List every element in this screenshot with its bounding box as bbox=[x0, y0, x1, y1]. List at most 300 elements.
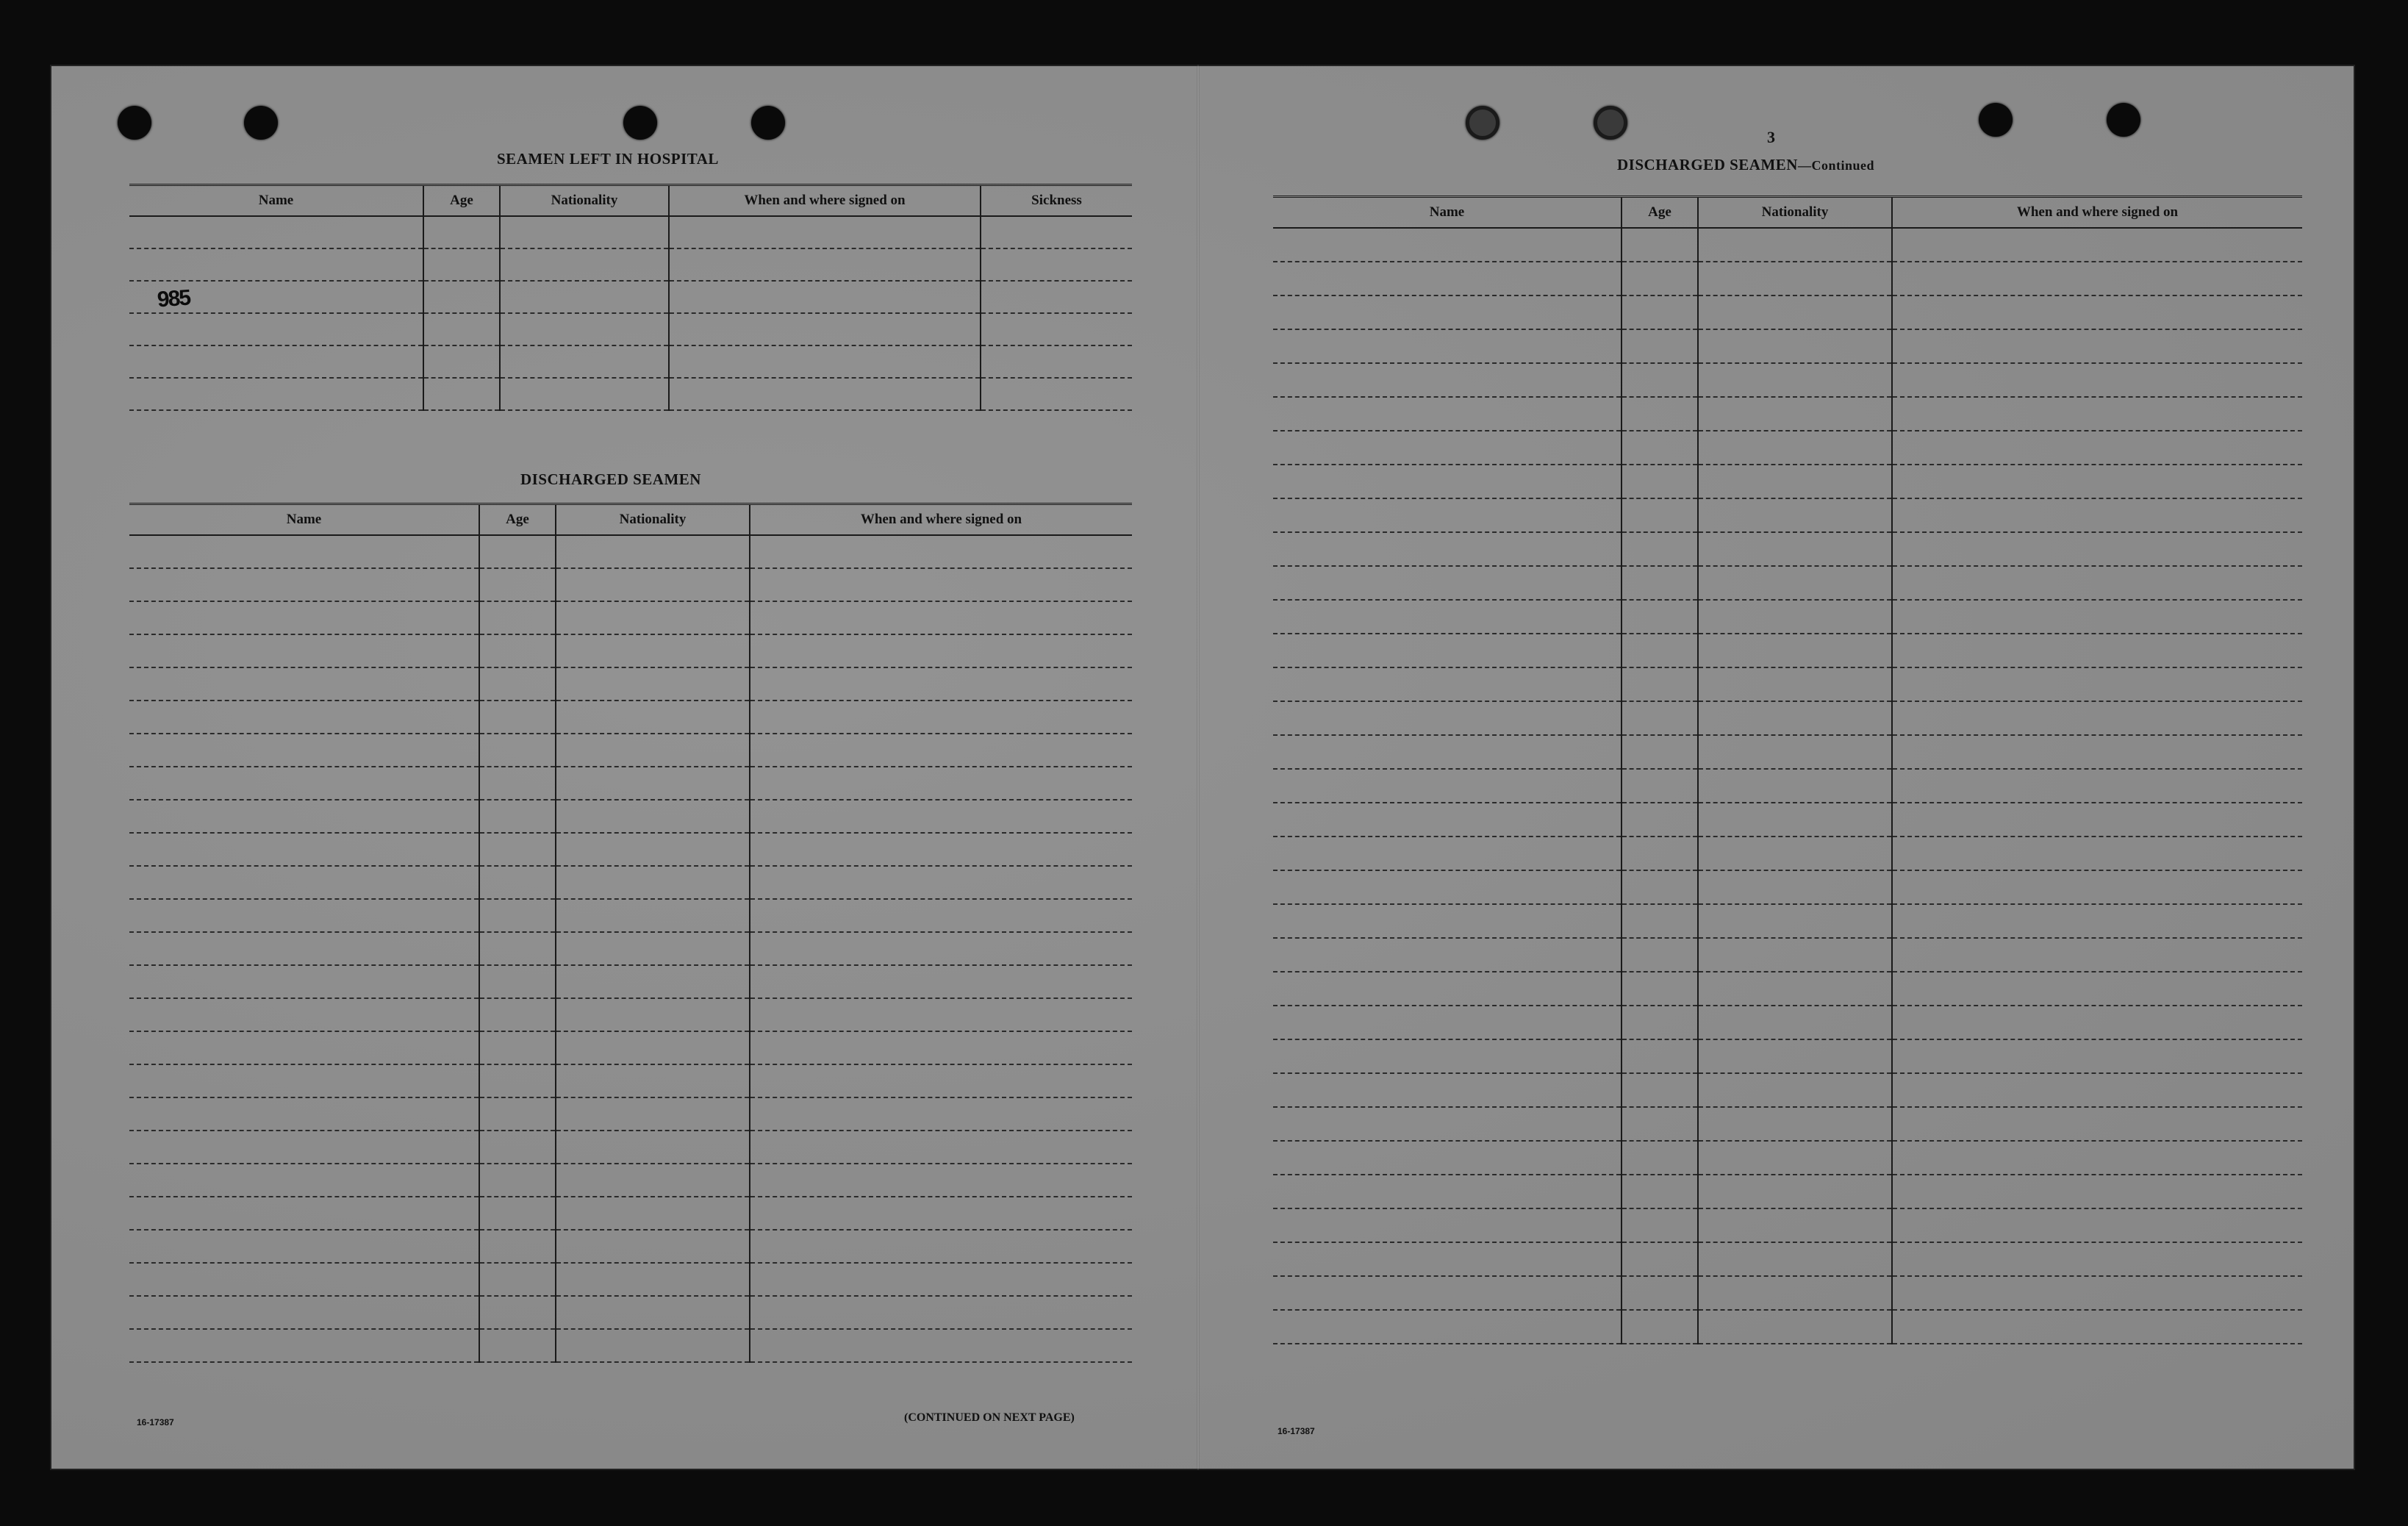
table-cell bbox=[1698, 566, 1892, 600]
table-cell bbox=[1622, 870, 1698, 904]
table-cell bbox=[556, 1197, 750, 1230]
section-title-main: DISCHARGED SEAMEN bbox=[1617, 156, 1798, 173]
table-cell bbox=[556, 1263, 750, 1296]
hospital-section-title: SEAMEN LEFT IN HOSPITAL bbox=[497, 150, 719, 168]
table-cell bbox=[1273, 431, 1622, 465]
table-cell bbox=[556, 535, 750, 568]
table-cell bbox=[1273, 1242, 1622, 1276]
table-cell bbox=[1273, 465, 1622, 498]
table-cell bbox=[1622, 769, 1698, 803]
table-cell bbox=[1698, 397, 1892, 431]
punch-hole bbox=[1594, 106, 1627, 140]
table-row bbox=[1273, 397, 2302, 431]
table-row bbox=[1273, 904, 2302, 938]
page-number: 3 bbox=[1767, 128, 1775, 146]
table-row bbox=[1273, 938, 2302, 972]
table-row bbox=[1273, 667, 2302, 701]
table-row bbox=[1273, 1175, 2302, 1208]
table-cell bbox=[1698, 465, 1892, 498]
table-cell bbox=[1622, 363, 1698, 397]
table-row bbox=[129, 899, 1132, 932]
table-cell bbox=[129, 216, 423, 248]
table-cell bbox=[1273, 532, 1622, 566]
table-cell bbox=[1622, 938, 1698, 972]
table-cell bbox=[1698, 769, 1892, 803]
table-row bbox=[1273, 600, 2302, 634]
table-cell bbox=[1892, 329, 2302, 363]
table-cell bbox=[1622, 566, 1698, 600]
table-cell bbox=[129, 833, 479, 866]
table-cell bbox=[750, 667, 1132, 701]
discharged-section-title: DISCHARGED SEAMEN bbox=[520, 470, 701, 488]
table-cell bbox=[1273, 1039, 1622, 1073]
table-cell bbox=[1622, 397, 1698, 431]
table-cell bbox=[556, 833, 750, 866]
table-row bbox=[1273, 735, 2302, 769]
table-row bbox=[129, 248, 1132, 281]
table-header-row bbox=[129, 504, 1132, 536]
table-cell bbox=[1892, 1073, 2302, 1107]
table-cell bbox=[1273, 600, 1622, 634]
table-cell bbox=[1273, 1107, 1622, 1141]
table-cell bbox=[423, 345, 500, 378]
table-cell bbox=[479, 568, 556, 601]
table-row bbox=[1273, 1073, 2302, 1107]
table-cell bbox=[1273, 262, 1622, 295]
table-cell bbox=[1273, 1141, 1622, 1175]
table-cell bbox=[129, 767, 479, 800]
table-cell bbox=[556, 965, 750, 998]
table-cell bbox=[750, 998, 1132, 1031]
continued-section-title bbox=[1617, 156, 1874, 174]
table-cell bbox=[479, 1230, 556, 1263]
table-cell bbox=[750, 833, 1132, 866]
table-cell bbox=[423, 248, 500, 281]
table-row bbox=[1273, 329, 2302, 363]
table-cell bbox=[750, 1097, 1132, 1131]
table-row bbox=[1273, 1039, 2302, 1073]
table-cell bbox=[1892, 600, 2302, 634]
table-cell bbox=[1273, 701, 1622, 735]
table-cell bbox=[750, 899, 1132, 932]
table-cell bbox=[556, 1230, 750, 1263]
table-cell bbox=[1273, 938, 1622, 972]
table-cell bbox=[750, 568, 1132, 601]
table-cell bbox=[1698, 1242, 1892, 1276]
table-cell bbox=[129, 1263, 479, 1296]
table-row bbox=[129, 216, 1132, 248]
table-cell bbox=[1892, 498, 2302, 532]
table-row bbox=[129, 866, 1132, 899]
table-cell bbox=[1622, 498, 1698, 532]
table-cell bbox=[479, 1296, 556, 1329]
table-cell bbox=[1892, 465, 2302, 498]
column-header-sickness: Sickness bbox=[981, 185, 1132, 217]
column-header-age: Age bbox=[479, 504, 556, 536]
table-cell bbox=[1622, 1107, 1698, 1141]
table-cell bbox=[1622, 667, 1698, 701]
table-cell bbox=[1892, 363, 2302, 397]
table-row bbox=[129, 734, 1132, 767]
table-cell bbox=[1698, 634, 1892, 667]
table-row bbox=[1273, 1310, 2302, 1344]
table-cell bbox=[1892, 1006, 2302, 1039]
table-cell bbox=[1273, 837, 1622, 870]
table-cell bbox=[750, 535, 1132, 568]
table-cell bbox=[1273, 1208, 1622, 1242]
table-cell bbox=[1698, 667, 1892, 701]
table-cell bbox=[479, 1097, 556, 1131]
table-cell bbox=[1622, 803, 1698, 837]
table-row bbox=[129, 1031, 1132, 1064]
table-cell bbox=[556, 1296, 750, 1329]
table-cell bbox=[479, 667, 556, 701]
table-row bbox=[1273, 1208, 2302, 1242]
table-cell bbox=[1892, 870, 2302, 904]
table-cell bbox=[129, 701, 479, 734]
table-cell bbox=[1273, 870, 1622, 904]
table-cell bbox=[1273, 329, 1622, 363]
table-cell bbox=[981, 313, 1132, 345]
table-cell bbox=[556, 1064, 750, 1097]
table-cell bbox=[750, 767, 1132, 800]
table-cell bbox=[1698, 295, 1892, 329]
table-cell bbox=[1892, 228, 2302, 262]
table-cell bbox=[1698, 1276, 1892, 1310]
table-cell bbox=[129, 932, 479, 965]
table-row bbox=[129, 1064, 1132, 1097]
table-cell bbox=[1892, 532, 2302, 566]
stamp-mark: 985 bbox=[156, 285, 191, 312]
table-cell bbox=[750, 1329, 1132, 1362]
table-row bbox=[1273, 465, 2302, 498]
table-cell bbox=[500, 378, 669, 410]
table-cell bbox=[129, 1064, 479, 1097]
table-cell bbox=[479, 601, 556, 634]
discharged-table bbox=[129, 503, 1132, 1363]
table-cell bbox=[423, 313, 500, 345]
table-cell bbox=[750, 1230, 1132, 1263]
table-cell bbox=[1273, 1276, 1622, 1310]
table-cell bbox=[1273, 295, 1622, 329]
table-cell bbox=[479, 1329, 556, 1362]
table-cell bbox=[1892, 1175, 2302, 1208]
table-cell bbox=[1273, 972, 1622, 1006]
table-cell bbox=[129, 378, 423, 410]
table-cell bbox=[750, 866, 1132, 899]
table-cell bbox=[1698, 701, 1892, 735]
table-cell bbox=[1892, 397, 2302, 431]
table-cell bbox=[1622, 1208, 1698, 1242]
table-cell bbox=[556, 1329, 750, 1362]
table-cell bbox=[556, 734, 750, 767]
table-row bbox=[1273, 1141, 2302, 1175]
table-cell bbox=[129, 667, 479, 701]
table-row bbox=[129, 1296, 1132, 1329]
table-cell bbox=[129, 866, 479, 899]
table-row bbox=[1273, 1107, 2302, 1141]
table-cell bbox=[1273, 1175, 1622, 1208]
table-cell bbox=[1622, 295, 1698, 329]
table-row bbox=[129, 1097, 1132, 1131]
punch-hole bbox=[1466, 106, 1499, 140]
table-cell bbox=[1892, 1242, 2302, 1276]
table-row bbox=[129, 667, 1132, 701]
table-header-row bbox=[1273, 197, 2302, 229]
table-cell bbox=[1622, 1310, 1698, 1344]
table-cell bbox=[1892, 1276, 2302, 1310]
table-cell bbox=[1698, 837, 1892, 870]
form-code: 16-17387 bbox=[1278, 1426, 1315, 1436]
table-cell bbox=[556, 1097, 750, 1131]
table-row bbox=[129, 1329, 1132, 1362]
table-cell bbox=[1622, 262, 1698, 295]
table-cell bbox=[1698, 498, 1892, 532]
table-cell bbox=[129, 1197, 479, 1230]
table-cell bbox=[1698, 1141, 1892, 1175]
column-header-name: Name bbox=[1273, 197, 1622, 229]
table-cell bbox=[129, 965, 479, 998]
table-cell bbox=[1622, 1006, 1698, 1039]
table-cell bbox=[750, 1064, 1132, 1097]
table-cell bbox=[556, 767, 750, 800]
table-cell bbox=[1698, 735, 1892, 769]
table-cell bbox=[1892, 566, 2302, 600]
table-cell bbox=[750, 800, 1132, 833]
punch-hole bbox=[751, 106, 785, 140]
table-cell bbox=[1273, 667, 1622, 701]
table-cell bbox=[479, 833, 556, 866]
table-row bbox=[129, 833, 1132, 866]
table-cell bbox=[750, 965, 1132, 998]
table-cell bbox=[479, 1031, 556, 1064]
table-cell bbox=[1273, 1310, 1622, 1344]
table-cell bbox=[750, 1131, 1132, 1164]
punch-hole bbox=[244, 106, 278, 140]
continued-note: (CONTINUED ON NEXT PAGE) bbox=[904, 1411, 1075, 1424]
table-row bbox=[1273, 870, 2302, 904]
table-cell bbox=[981, 345, 1132, 378]
table-cell bbox=[556, 701, 750, 734]
table-cell bbox=[1698, 1175, 1892, 1208]
table-cell bbox=[129, 313, 423, 345]
table-cell bbox=[479, 734, 556, 767]
table-cell bbox=[1273, 566, 1622, 600]
table-cell bbox=[479, 535, 556, 568]
table-cell bbox=[1698, 431, 1892, 465]
table-cell bbox=[669, 378, 981, 410]
table-cell bbox=[556, 800, 750, 833]
table-cell bbox=[423, 216, 500, 248]
table-cell bbox=[1622, 228, 1698, 262]
table-cell bbox=[1273, 397, 1622, 431]
table-cell bbox=[556, 932, 750, 965]
table-cell bbox=[669, 248, 981, 281]
table-row bbox=[1273, 1242, 2302, 1276]
table-row bbox=[129, 378, 1132, 410]
table-cell bbox=[556, 1131, 750, 1164]
table-cell bbox=[1892, 972, 2302, 1006]
table-cell bbox=[981, 248, 1132, 281]
table-cell bbox=[479, 800, 556, 833]
table-cell bbox=[1892, 837, 2302, 870]
table-cell bbox=[1892, 667, 2302, 701]
table-cell bbox=[1622, 1141, 1698, 1175]
table-cell bbox=[500, 248, 669, 281]
punch-hole bbox=[1979, 103, 2013, 137]
table-row bbox=[129, 1197, 1132, 1230]
punch-hole bbox=[623, 106, 657, 140]
table-row bbox=[1273, 566, 2302, 600]
table-row bbox=[129, 345, 1132, 378]
table-cell bbox=[129, 281, 423, 313]
table-cell bbox=[981, 281, 1132, 313]
punch-hole bbox=[118, 106, 151, 140]
table-cell bbox=[1622, 1276, 1698, 1310]
table-cell bbox=[1698, 1107, 1892, 1141]
table-cell bbox=[1892, 431, 2302, 465]
table-cell bbox=[1622, 329, 1698, 363]
table-cell bbox=[1892, 904, 2302, 938]
table-cell bbox=[129, 1131, 479, 1164]
table-cell bbox=[1273, 228, 1622, 262]
table-cell bbox=[1622, 904, 1698, 938]
table-cell bbox=[750, 1296, 1132, 1329]
table-cell bbox=[1273, 1073, 1622, 1107]
column-header-nationality: Nationality bbox=[556, 504, 750, 536]
table-cell bbox=[1622, 600, 1698, 634]
table-row bbox=[129, 767, 1132, 800]
table-cell bbox=[129, 248, 423, 281]
table-cell bbox=[500, 345, 669, 378]
table-cell bbox=[750, 1031, 1132, 1064]
table-cell bbox=[750, 601, 1132, 634]
table-cell bbox=[1892, 1141, 2302, 1175]
table-cell bbox=[129, 345, 423, 378]
table-row bbox=[129, 701, 1132, 734]
table-cell bbox=[500, 281, 669, 313]
table-cell bbox=[556, 568, 750, 601]
table-row bbox=[129, 568, 1132, 601]
table-row bbox=[1273, 363, 2302, 397]
table-cell bbox=[1892, 634, 2302, 667]
table-cell bbox=[556, 899, 750, 932]
table-cell bbox=[1622, 1175, 1698, 1208]
table-cell bbox=[1892, 1310, 2302, 1344]
table-cell bbox=[750, 1197, 1132, 1230]
table-cell bbox=[1698, 262, 1892, 295]
table-header-row bbox=[129, 185, 1132, 217]
table-cell bbox=[1892, 1208, 2302, 1242]
table-cell bbox=[1273, 735, 1622, 769]
table-row bbox=[129, 281, 1132, 313]
table-cell bbox=[1622, 1073, 1698, 1107]
table-cell bbox=[750, 1164, 1132, 1197]
table-cell bbox=[479, 1263, 556, 1296]
table-cell bbox=[1698, 228, 1892, 262]
table-cell bbox=[1622, 972, 1698, 1006]
table-cell bbox=[669, 281, 981, 313]
table-cell bbox=[669, 313, 981, 345]
table-row bbox=[1273, 837, 2302, 870]
table-cell bbox=[1273, 904, 1622, 938]
table-row bbox=[129, 601, 1132, 634]
table-cell bbox=[1622, 431, 1698, 465]
table-row bbox=[1273, 972, 2302, 1006]
table-cell bbox=[1698, 329, 1892, 363]
table-cell bbox=[556, 634, 750, 667]
table-cell bbox=[500, 216, 669, 248]
table-cell bbox=[479, 1197, 556, 1230]
table-cell bbox=[1273, 769, 1622, 803]
table-cell bbox=[750, 734, 1132, 767]
table-row bbox=[129, 932, 1132, 965]
table-cell bbox=[1273, 634, 1622, 667]
table-cell bbox=[129, 1329, 479, 1362]
table-row bbox=[129, 634, 1132, 667]
section-title-suffix: —Continued bbox=[1797, 158, 1874, 173]
table-cell bbox=[1892, 803, 2302, 837]
table-cell bbox=[479, 899, 556, 932]
hospital-rows bbox=[129, 216, 1132, 410]
table-cell bbox=[423, 281, 500, 313]
discharged-continued-table bbox=[1273, 196, 2302, 1344]
table-cell bbox=[1698, 363, 1892, 397]
table-cell bbox=[479, 1164, 556, 1197]
table-row bbox=[1273, 262, 2302, 295]
table-row bbox=[129, 1263, 1132, 1296]
table-row bbox=[1273, 1276, 2302, 1310]
table-row bbox=[1273, 498, 2302, 532]
table-cell bbox=[479, 1064, 556, 1097]
table-cell bbox=[981, 378, 1132, 410]
table-cell bbox=[1273, 498, 1622, 532]
table-cell bbox=[129, 535, 479, 568]
column-header-age: Age bbox=[1622, 197, 1698, 229]
table-cell bbox=[750, 701, 1132, 734]
table-cell bbox=[500, 313, 669, 345]
table-cell bbox=[1698, 1310, 1892, 1344]
table-cell bbox=[479, 965, 556, 998]
column-header-name: Name bbox=[129, 185, 423, 217]
table-cell bbox=[1622, 532, 1698, 566]
table-row bbox=[129, 1164, 1132, 1197]
table-row bbox=[129, 1131, 1132, 1164]
table-cell bbox=[479, 701, 556, 734]
table-cell bbox=[129, 998, 479, 1031]
table-cell bbox=[1622, 465, 1698, 498]
table-row bbox=[1273, 701, 2302, 735]
column-header-nationality: Nationality bbox=[1698, 197, 1892, 229]
table-cell bbox=[669, 216, 981, 248]
table-cell bbox=[1698, 803, 1892, 837]
table-cell bbox=[1892, 295, 2302, 329]
table-cell bbox=[129, 601, 479, 634]
table-row bbox=[129, 1230, 1132, 1263]
table-row bbox=[129, 800, 1132, 833]
column-header-age: Age bbox=[423, 185, 500, 217]
column-header-name: Name bbox=[129, 504, 479, 536]
table-cell bbox=[1622, 735, 1698, 769]
column-header-signed-on: When and where signed on bbox=[1892, 197, 2302, 229]
table-row bbox=[1273, 634, 2302, 667]
table-row bbox=[1273, 431, 2302, 465]
table-row bbox=[1273, 1006, 2302, 1039]
column-header-nationality: Nationality bbox=[500, 185, 669, 217]
table-row bbox=[129, 313, 1132, 345]
table-cell bbox=[129, 634, 479, 667]
table-cell bbox=[1698, 972, 1892, 1006]
